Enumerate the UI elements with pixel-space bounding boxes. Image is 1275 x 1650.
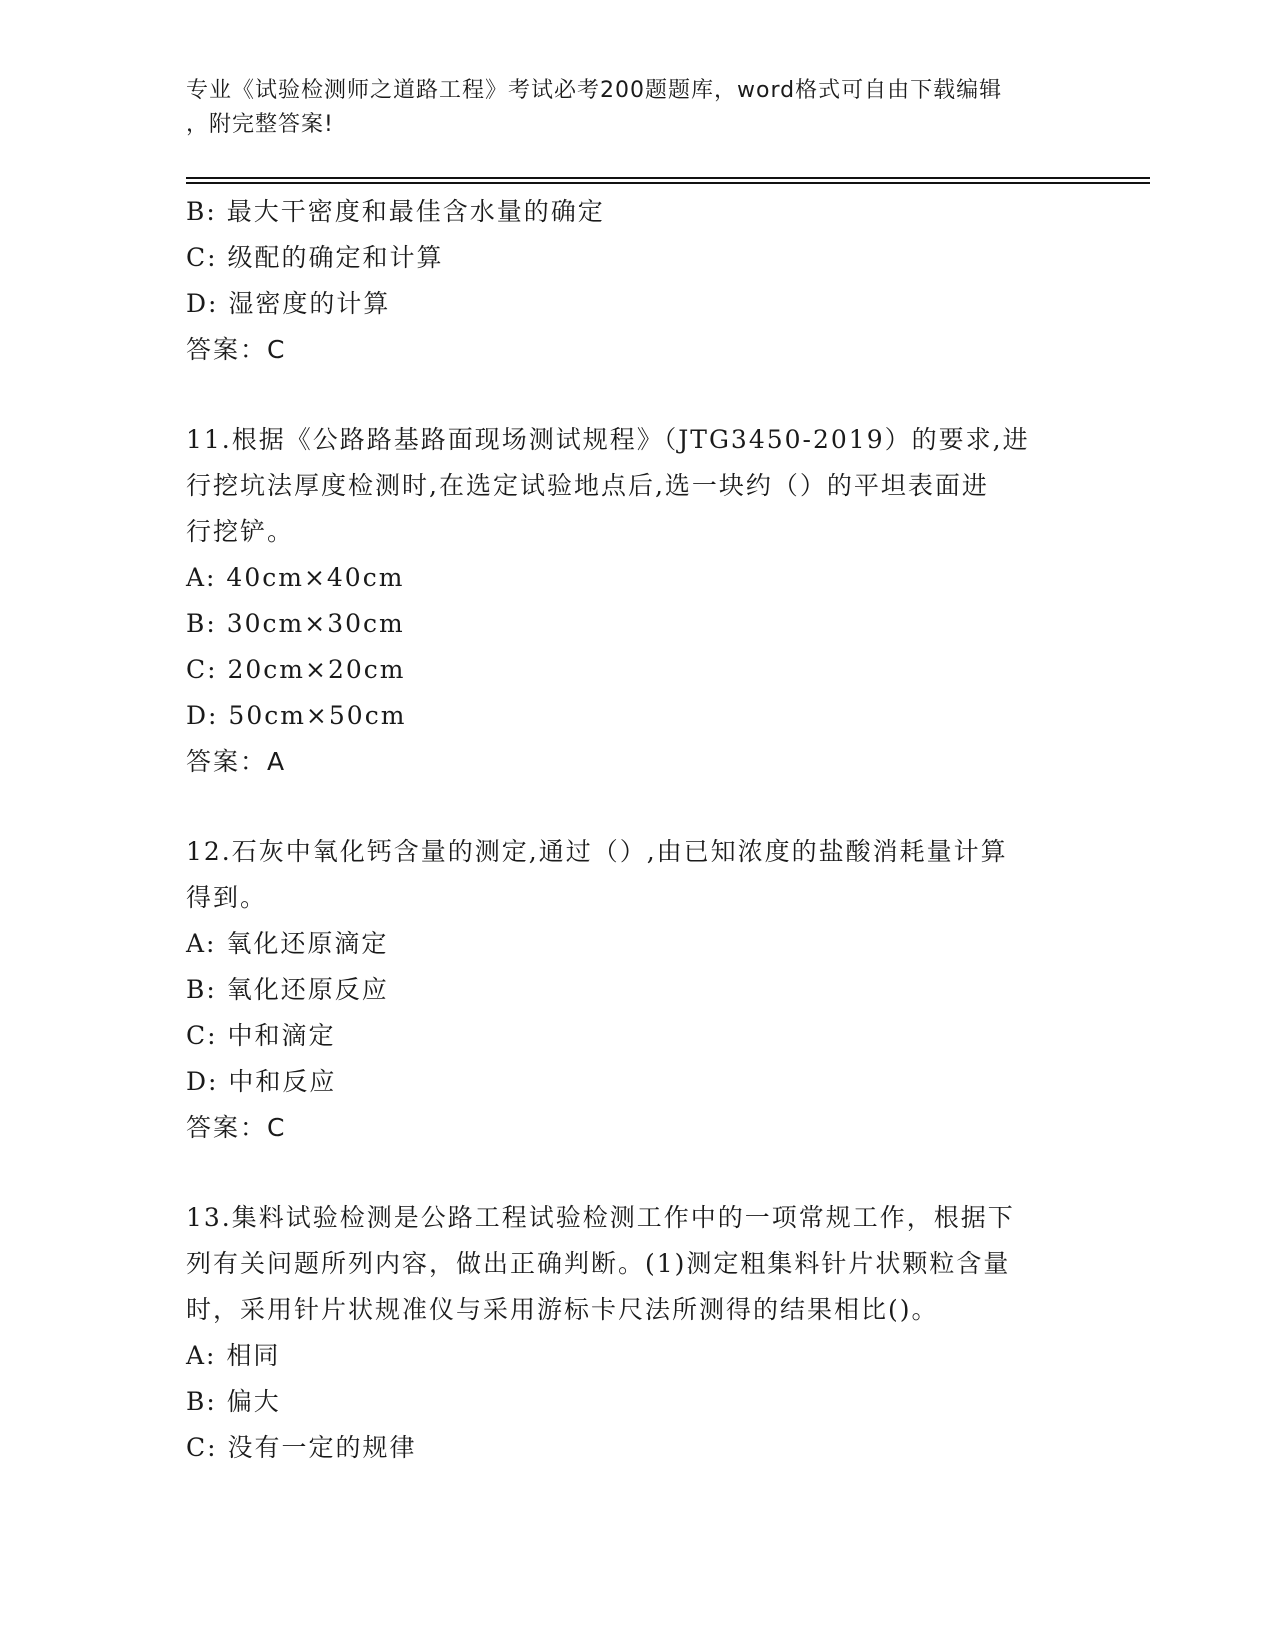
question-13-text-line: 时，采用针片状规准仪与采用游标卡尺法所测得的结果相比()。 — [186, 1295, 939, 1324]
header-divider-top — [186, 177, 1150, 179]
spacer — [186, 785, 1086, 829]
spacer — [186, 373, 1086, 417]
question-10-block — [186, 189, 1086, 373]
question-10-option-c: C: 级配的确定和计算 — [186, 243, 444, 272]
header-title-line-2: ，附完整答案! — [186, 112, 334, 137]
question-12-text-line: 12.石灰中氧化钙含量的测定,通过（）,由已知浓度的盐酸消耗量计算 — [186, 837, 1008, 866]
header-title-line-1: 专业《试验检测师之道路工程》考试必考200题题库，word格式可自由下载编辑 — [186, 78, 1003, 103]
question-10-option-d: D: 湿密度的计算 — [186, 289, 391, 318]
question-12-answer: 答案：C — [186, 1113, 287, 1142]
question-11-text-line: 行挖铲。 — [186, 517, 295, 546]
question-13-option-c: C: 没有一定的规律 — [186, 1433, 417, 1462]
question-12-option-c: C: 中和滴定 — [186, 1021, 336, 1050]
question-10-answer: 答案：C — [186, 335, 287, 364]
question-12-option-a: A: 氧化还原滴定 — [186, 929, 389, 958]
header-divider-bottom — [186, 182, 1150, 184]
question-11-option-b: B: 30cm×30cm — [186, 609, 405, 638]
question-11-option-a: A: 40cm×40cm — [186, 563, 405, 592]
question-11-answer: 答案：A — [186, 747, 287, 776]
question-13-option-a: A: 相同 — [186, 1341, 281, 1370]
question-11-block — [186, 417, 1086, 785]
question-12-block — [186, 829, 1086, 1151]
question-13-block — [186, 1195, 1086, 1471]
question-10-option-b: B: 最大干密度和最佳含水量的确定 — [186, 197, 605, 226]
question-12-option-b: B: 氧化还原反应 — [186, 975, 389, 1004]
question-list — [186, 189, 1086, 1471]
question-11-option-c: C: 20cm×20cm — [186, 655, 406, 684]
question-12-text-line: 得到。 — [186, 883, 268, 912]
question-13-option-b: B: 偏大 — [186, 1387, 281, 1416]
question-11-text-line: 11.根据《公路路基路面现场测试规程》（JTG3450-2019）的要求,进 — [186, 425, 1030, 454]
document-header — [186, 74, 1066, 142]
question-12-option-d: D: 中和反应 — [186, 1067, 337, 1096]
question-13-text-line: 13.集料试验检测是公路工程试验检测工作中的一项常规工作，根据下 — [186, 1203, 1015, 1232]
spacer — [186, 1151, 1086, 1195]
question-11-option-d: D: 50cm×50cm — [186, 701, 407, 730]
question-11-text-line: 行挖坑法厚度检测时,在选定试验地点后,选一块约（）的平坦表面进 — [186, 471, 989, 500]
question-13-text-line: 列有关问题所列内容，做出正确判断。(1)测定粗集料针片状颗粒含量 — [186, 1249, 1011, 1278]
